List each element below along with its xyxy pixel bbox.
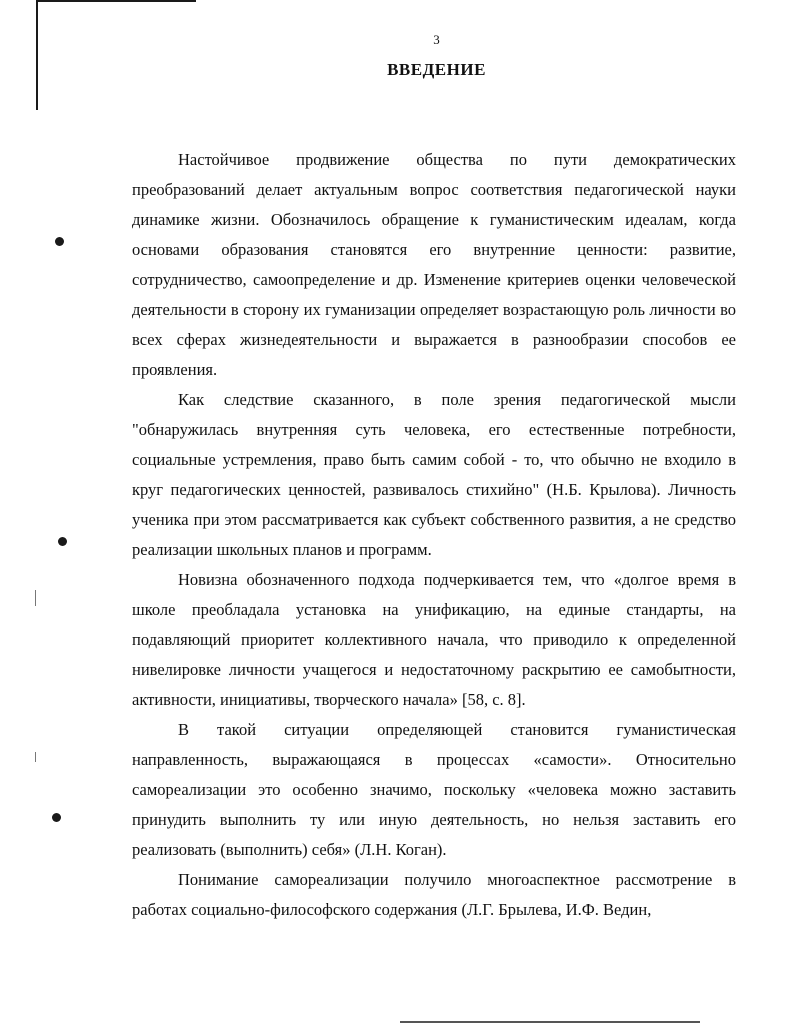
- page-number: 3: [433, 32, 440, 47]
- page-title: ВВЕДЕНИЕ: [387, 60, 486, 79]
- paragraph: Понимание самореализации получило многоаспектное рассмотрение в работах социально-философского содержания (Л.Г. Брылева, И.Ф. Ведин,: [132, 870, 736, 919]
- binder-hole-mark: [52, 813, 61, 822]
- scan-border-left: [36, 0, 38, 110]
- paragraph: Новизна обозначенного подхода подчеркивается тем, что «долгое время в школе преобладала установка на унификацию, на единые стандарты, на подавляющий приоритет коллективного начала, что приводило к определенной нивелировке личности учащегося и недостаточному раскрытию ее самобытности, активности, инициативы, творческого начала» [58, с. 8].: [132, 570, 736, 709]
- scan-border-bottom: [400, 1021, 700, 1023]
- binder-hole-mark: [58, 537, 67, 546]
- scan-border-top: [36, 0, 196, 2]
- document-body: [132, 145, 736, 925]
- paragraph: Как следствие сказанного, в поле зрения педагогической мысли "обнаружилась внутренняя суть человека, его естественные потребности, социальные устремления, право быть самим собой - то, что обычно не входило в круг педагогических ценностей, развивалось стихийно" (Н.Б. Крылова). Личность ученика при этом рассматривается как субъект собственного развития, а не средство реализации школьных планов и программ.: [132, 390, 736, 559]
- scan-tick-mark: [35, 590, 36, 606]
- binder-hole-mark: [55, 237, 64, 246]
- paragraph: Настойчивое продвижение общества по пути демократических преобразований делает актуальным вопрос соответствия педагогической науки динамике жизни. Обозначилось обращение к гуманистическим идеалам, когда основами образования становятся его внутренние ценности: развитие, сотрудничество, самоопределение и др. Изменение критериев оценки человеческой деятельности в сторону их гуманизации определяет возрастающую роль личности во всех сферах жизнедеятельности и выражается в разнообразии способов ее проявления.: [132, 150, 736, 379]
- paragraph: В такой ситуации определяющей становится гуманистическая направленность, выражающаяся в процессах «самости». Относительно самореализации это особенно значимо, поскольку «человека можно заставить принудить выполнить ту или иную деятельность, но нельзя заставить его реализовать (выполнить) себя» (Л.Н. Коган).: [132, 720, 736, 859]
- scan-tick-mark: [35, 752, 36, 762]
